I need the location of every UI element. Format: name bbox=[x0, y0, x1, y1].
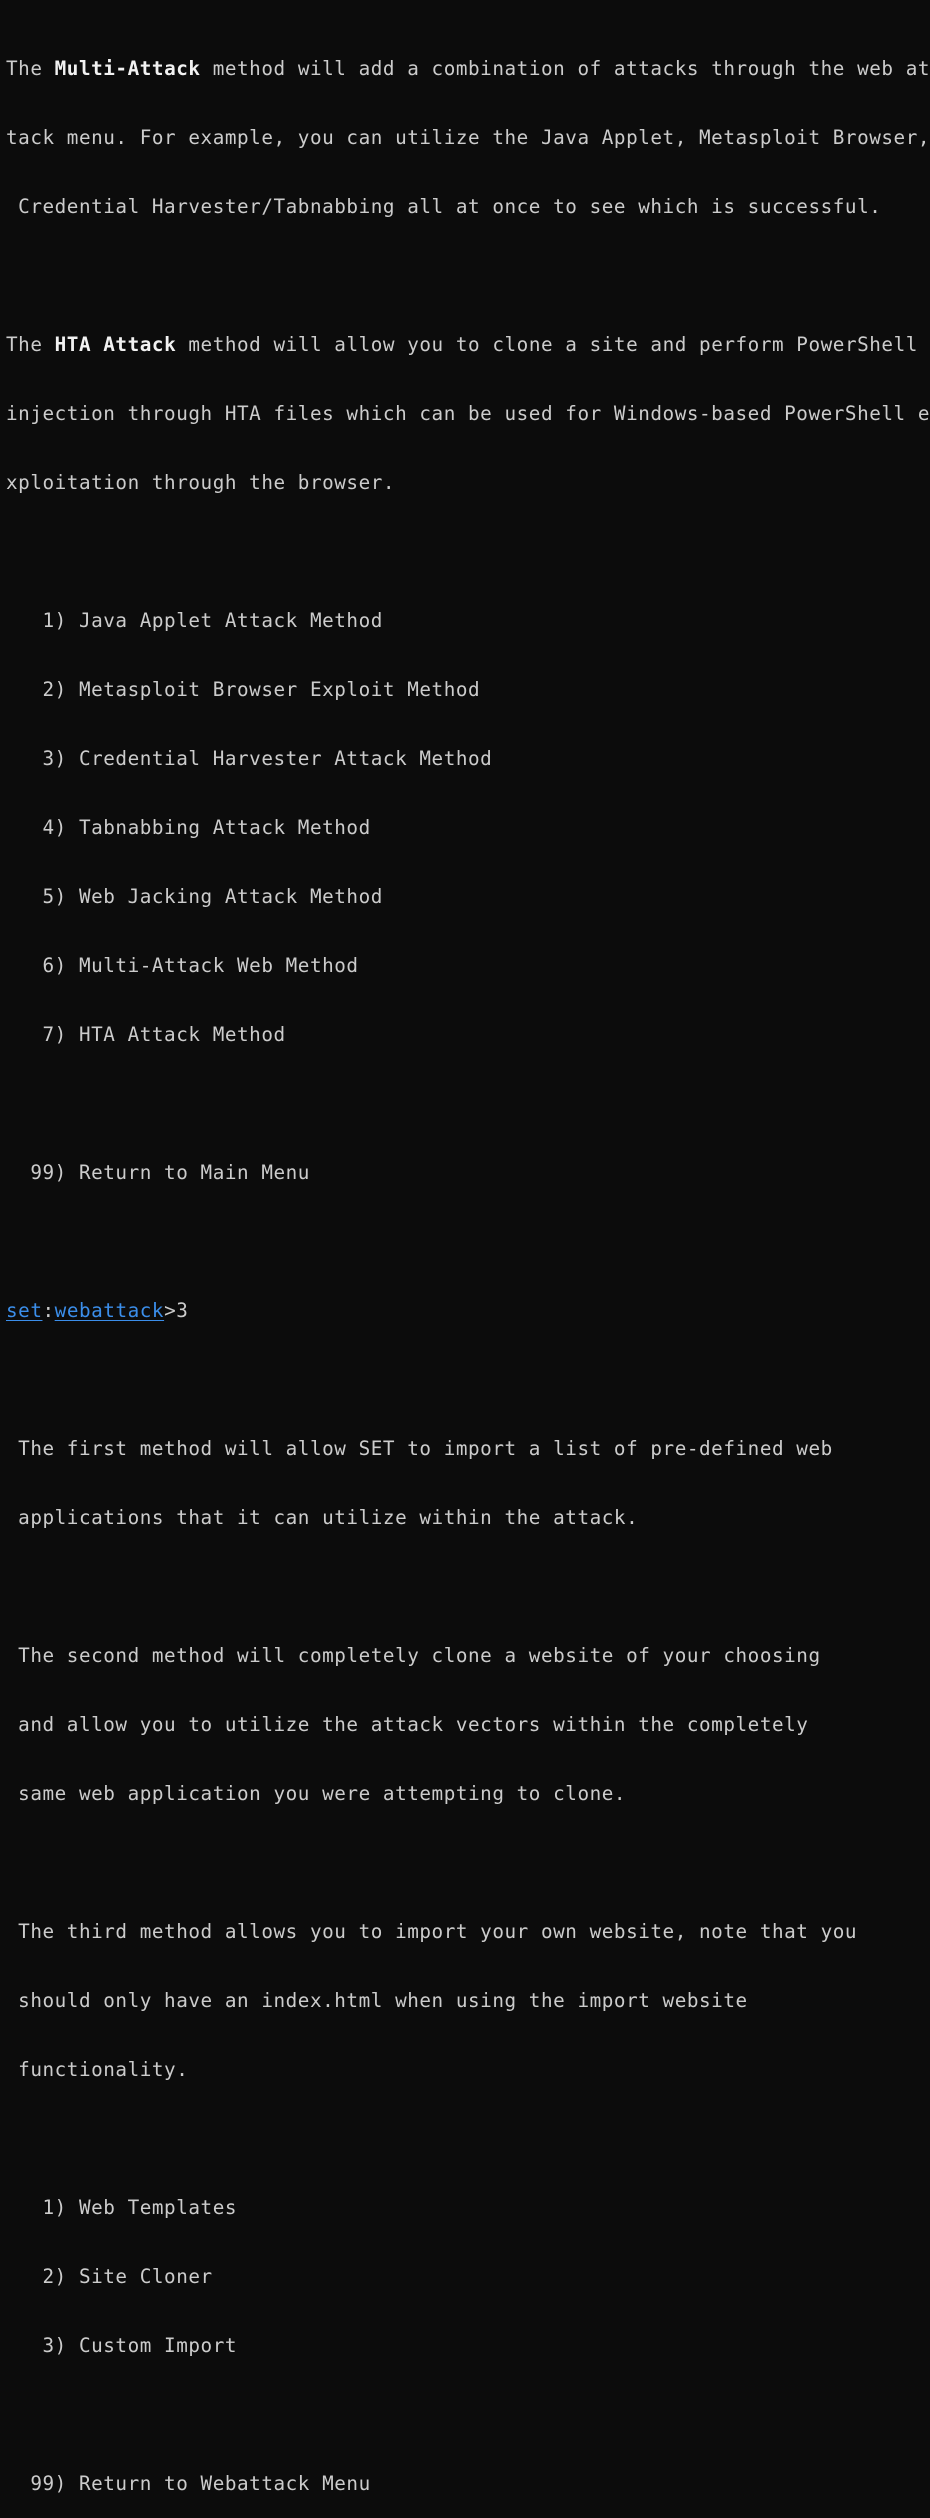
multi-attack-line-3: Credential Harvester/Tabnabbing all at once to see which is successful. bbox=[6, 195, 882, 218]
attack-menu-item-5: 5) Web Jacking Attack Method bbox=[6, 885, 383, 908]
terminal-output bbox=[6, 11, 930, 2518]
prompt-input-text[interactable]: 3 bbox=[176, 1299, 189, 1322]
prompt-caret: > bbox=[164, 1299, 177, 1322]
blank-line bbox=[6, 1230, 922, 1253]
blank-line bbox=[6, 264, 922, 287]
desc-second-line-1: The second method will completely clone a website of your choosing bbox=[6, 1644, 821, 1667]
hta-attack-line-3: xploitation through the browser. bbox=[6, 471, 396, 494]
vector-menu-item-1: 1) Web Templates bbox=[6, 2196, 238, 2219]
attack-menu-return: 99) Return to Main Menu bbox=[6, 1161, 310, 1184]
vector-menu-return: 99) Return to Webattack Menu bbox=[6, 2472, 371, 2495]
attack-menu-item-6: 6) Multi-Attack Web Method bbox=[6, 954, 359, 977]
blank-line bbox=[6, 1368, 922, 1391]
prompt-module-link[interactable]: webattack bbox=[54, 1299, 165, 1322]
hta-attack-line-1: The HTA Attack method will allow you to clone a site and perform PowerShell bbox=[6, 333, 918, 356]
command-prompt[interactable] bbox=[6, 1299, 922, 1322]
attack-menu-item-4: 4) Tabnabbing Attack Method bbox=[6, 816, 371, 839]
blank-line bbox=[6, 1575, 922, 1598]
multi-attack-line-1: The Multi-Attack method will add a combination of attacks through the web at bbox=[6, 57, 930, 80]
hta-attack-term: HTA Attack bbox=[54, 333, 177, 356]
desc-first-line-2: applications that it can utilize within the attack. bbox=[6, 1506, 639, 1529]
attack-menu-item-2: 2) Metasploit Browser Exploit Method bbox=[6, 678, 481, 701]
multi-attack-line-2: tack menu. For example, you can utilize the Java Applet, Metasploit Browser, bbox=[6, 126, 930, 149]
multi-attack-term: Multi-Attack bbox=[54, 57, 201, 80]
blank-line bbox=[6, 2403, 922, 2426]
desc-third-line-3: functionality. bbox=[6, 2058, 189, 2081]
desc-first-line-1: The first method will allow SET to import a list of pre-defined web bbox=[6, 1437, 833, 1460]
desc-second-line-2: and allow you to utilize the attack vectors within the completely bbox=[6, 1713, 809, 1736]
desc-second-line-3: same web application you were attempting to clone. bbox=[6, 1782, 627, 1805]
blank-line bbox=[6, 1851, 922, 1874]
vector-menu-item-3: 3) Custom Import bbox=[6, 2334, 238, 2357]
blank-line bbox=[6, 2127, 922, 2150]
blank-line bbox=[6, 540, 922, 563]
attack-menu-item-7: 7) HTA Attack Method bbox=[6, 1023, 286, 1046]
blank-line bbox=[6, 1092, 922, 1115]
attack-menu-item-1: 1) Java Applet Attack Method bbox=[6, 609, 383, 632]
hta-attack-line-2: injection through HTA files which can be used for Windows-based PowerShell e bbox=[6, 402, 930, 425]
vector-menu-item-2: 2) Site Cloner bbox=[6, 2265, 213, 2288]
prompt-separator: : bbox=[42, 1299, 55, 1322]
desc-third-line-2: should only have an index.html when using the import website bbox=[6, 1989, 748, 2012]
prompt-set-link[interactable]: set bbox=[6, 1299, 43, 1322]
desc-third-line-1: The third method allows you to import your own website, note that you bbox=[6, 1920, 858, 1943]
attack-menu-item-3: 3) Credential Harvester Attack Method bbox=[6, 747, 493, 770]
